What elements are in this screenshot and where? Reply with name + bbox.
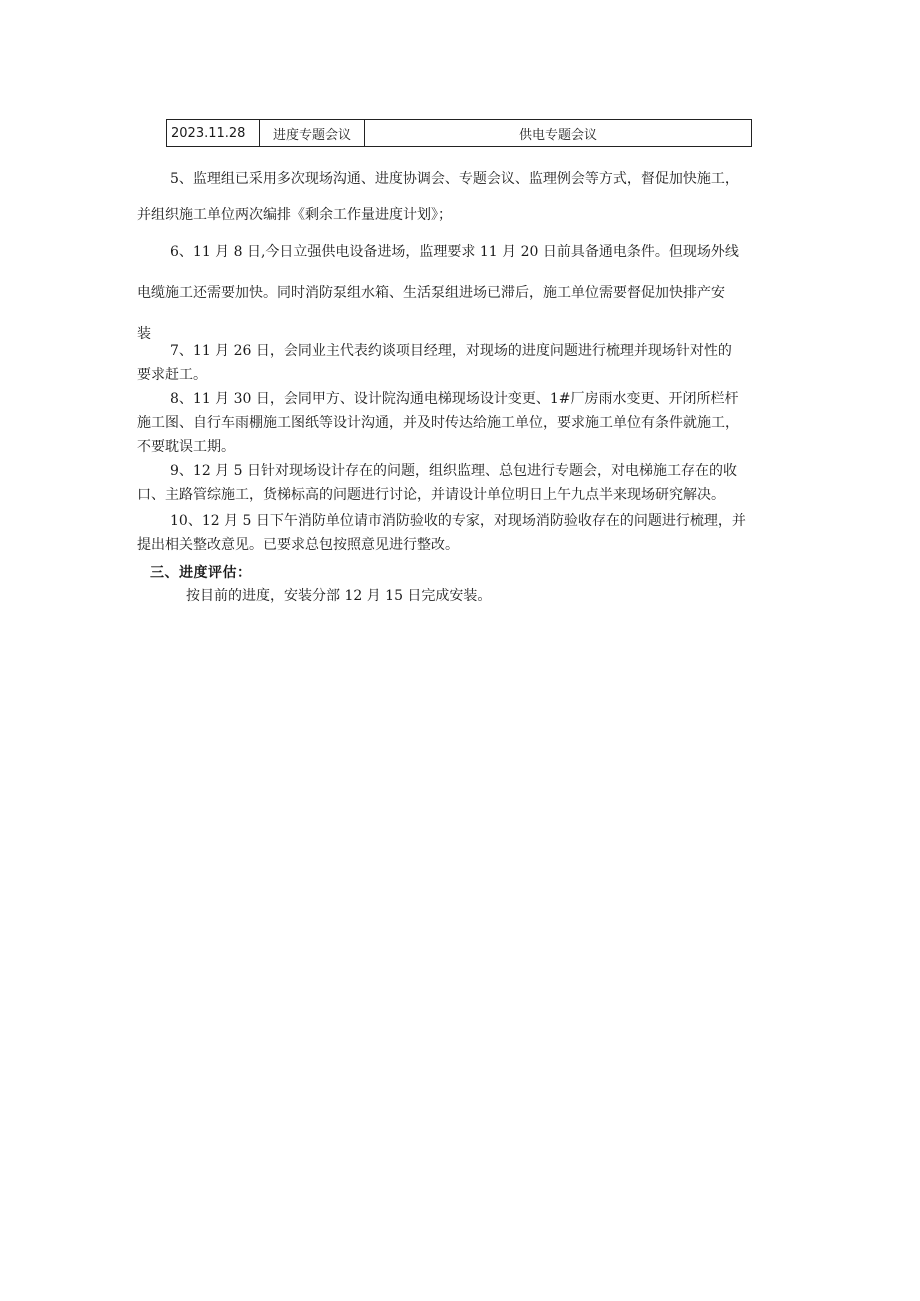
item-6-line-2: 电缆施工还需要加快。同时消防泵组水箱、生活泵组进场已滞后，施工单位需要督促加快排产安 <box>137 285 725 301</box>
item-10-line-2: 提出相关整改意见。已要求总包按照意见进行整改。 <box>137 537 459 553</box>
item-7 <box>137 339 787 387</box>
item-9-line-2: 口、主路管综施工，货梯标高的问题进行讨论，并请设计单位明日上午九点半来现场研究解决。 <box>137 487 725 503</box>
item-7-line-2: 要求赶工。 <box>137 367 207 383</box>
item-10-line-1: 10、12 月 5 日下午消防单位请市消防验收的专家，对现场消防验收存在的问题进行梳理，并 <box>170 513 746 529</box>
meeting-type: 进度专题会议 <box>260 120 365 147</box>
item-8-line-2: 施工图、自行车雨棚施工图纸等设计沟通，并及时传达给施工单位，要求施工单位有条件就施工， <box>137 415 739 431</box>
item-5-line-2: 并组织施工单位两次编排《剩余工作量进度计划》； <box>137 207 452 223</box>
meeting-date: 2023.11.28 <box>167 120 260 147</box>
item-10 <box>137 509 787 557</box>
item-9-line-1: 9、12 月 5 日针对现场设计存在的问题，组织监理、总包进行专题会，对电梯施工存在的收 <box>170 463 737 479</box>
section-3-body: 按目前的进度，安装分部 12 月 15 日完成安装。 <box>186 588 492 604</box>
item-7-line-1: 7、11 月 26 日，会同业主代表约谈项目经理，对现场的进度问题进行梳理并现场针对性的 <box>170 343 732 359</box>
item-6-line-3: 装 <box>137 326 151 342</box>
item-6 <box>137 232 787 355</box>
item-5-line-1: 5、监理组已采用多次现场沟通、进度协调会、专题会议、监理例会等方式，督促加快施工， <box>170 171 739 187</box>
section-3-heading: 三、进度评估： <box>150 565 252 581</box>
item-8 <box>137 387 787 459</box>
item-6-line-1: 6、11 月 8 日,今日立强供电设备进场，监理要求 11 月 20 日前具备通电条件。但现场外线 <box>170 244 739 260</box>
item-8-line-3: 不要耽误工期。 <box>137 439 235 455</box>
meeting-topic: 供电专题会议 <box>365 120 752 147</box>
meeting-table <box>166 119 752 147</box>
item-9 <box>137 459 787 507</box>
item-5 <box>137 161 787 233</box>
item-8-line-1: 8、11 月 30 日，会同甲方、设计院沟通电梯现场设计变更、1#厂房雨水变更、开闭所栏杆 <box>170 391 739 407</box>
table-row <box>167 120 752 147</box>
